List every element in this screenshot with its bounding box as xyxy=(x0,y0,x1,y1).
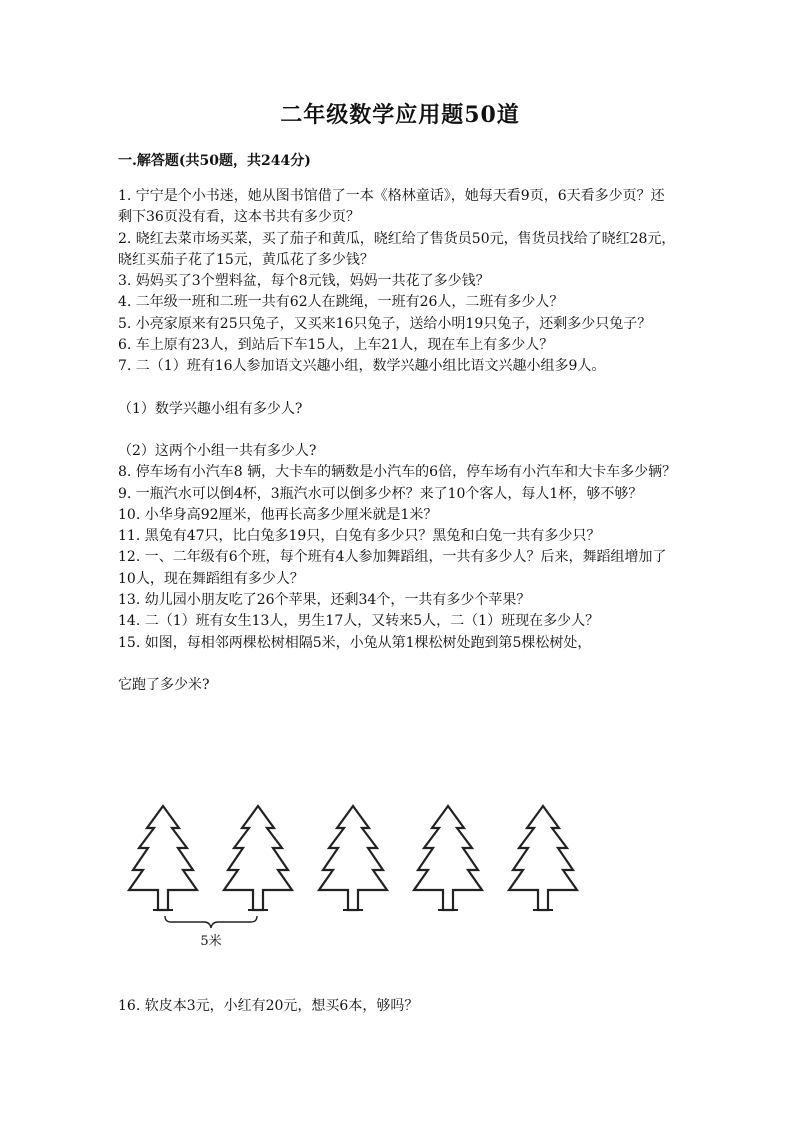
question-list xyxy=(118,186,678,696)
question-7-part-2: （2）这两个小组一共有多少人? xyxy=(118,442,317,459)
distance-label: 5米 xyxy=(200,934,222,949)
pine-tree-figure xyxy=(118,800,588,960)
pine-tree-4 xyxy=(414,806,482,910)
question-16: 16. 软皮本3元，小红有20元，想买6本，够吗？ xyxy=(118,998,419,1014)
question-7: 7. 二（1）班有16人参加语文兴趣小组，数学兴趣小组比语文兴趣小组多9人。 xyxy=(118,358,606,375)
question-14: 14. 二（1）班有女生13人，男生17人，又转来5人，二（1）班现在多少人？ xyxy=(118,613,600,630)
question-2: 2. 晓红去菜市场买菜，买了茄子和黄瓜，晓红给了售货员50元，售货员找给了晓红28元，晓红买茄子花了15元，黄瓜花了多少钱？ xyxy=(118,230,676,268)
question-8: 8. 停车场有小汽车8 辆，大卡车的辆数是小汽车的6倍，停车场有小汽车和大卡车多少辆？ xyxy=(118,464,677,481)
page-title: 二年级数学应用题50道 xyxy=(280,102,520,128)
distance-brace xyxy=(165,916,257,928)
pine-tree-5 xyxy=(509,806,577,910)
question-5: 5. 小亮家原来有25只兔子，又买来16只兔子，送给小明19只兔子，还剩多少只兔子？ xyxy=(118,315,652,332)
pine-tree-2 xyxy=(224,806,292,910)
pine-tree-3 xyxy=(319,806,387,910)
question-12: 12. 一、二年级有6个班，每个班有4人参加舞蹈组，一共有多少人？后来，舞蹈组增加了10人，现在舞蹈组有多少人？ xyxy=(118,549,667,587)
pine-tree-1 xyxy=(129,806,197,910)
question-3: 3. 妈妈买了3个塑料盆，每个8元钱，妈妈一共花了多少钱？ xyxy=(118,273,490,290)
question-10: 10. 小华身高92厘米，他再长高多少厘米就是1米？ xyxy=(118,506,438,523)
section-header: 一.解答题(共50题，共244分) xyxy=(118,153,311,169)
question-11: 11. 黑兔有47只，比白兔多19只，白兔有多少只？黑兔和白兔一共有多少只？ xyxy=(118,528,601,545)
question-15-continued: 它跑了多少米? xyxy=(118,676,210,693)
question-9: 9. 一瓶汽水可以倒4杯，3瓶汽水可以倒多少杯？来了10个客人，每人1杯，够不够？ xyxy=(118,485,643,502)
question-1: 1. 宁宁是个小书迷，她从图书馆借了一本《格林童话》，她每天看9页，6天看多少页？还剩下36页没有看，这本书共有多少页？ xyxy=(118,188,665,226)
question-6: 6. 车上原有23人，到站后下车15人，上车21人，现在车上有多少人？ xyxy=(118,337,554,354)
question-15: 15. 如图，每相邻两棵松树相隔5米，小兔从第1棵松树处跑到第5棵松树处， xyxy=(118,634,592,651)
question-4: 4. 二年级一班和二班一共有62人在跳绳，一班有26人，二班有多少人？ xyxy=(118,294,564,311)
question-7-part-1: （1）数学兴趣小组有多少人? xyxy=(118,400,303,417)
question-13: 13. 幼儿园小朋友吃了26个苹果，还剩34个，一共有多少个苹果？ xyxy=(118,592,531,609)
